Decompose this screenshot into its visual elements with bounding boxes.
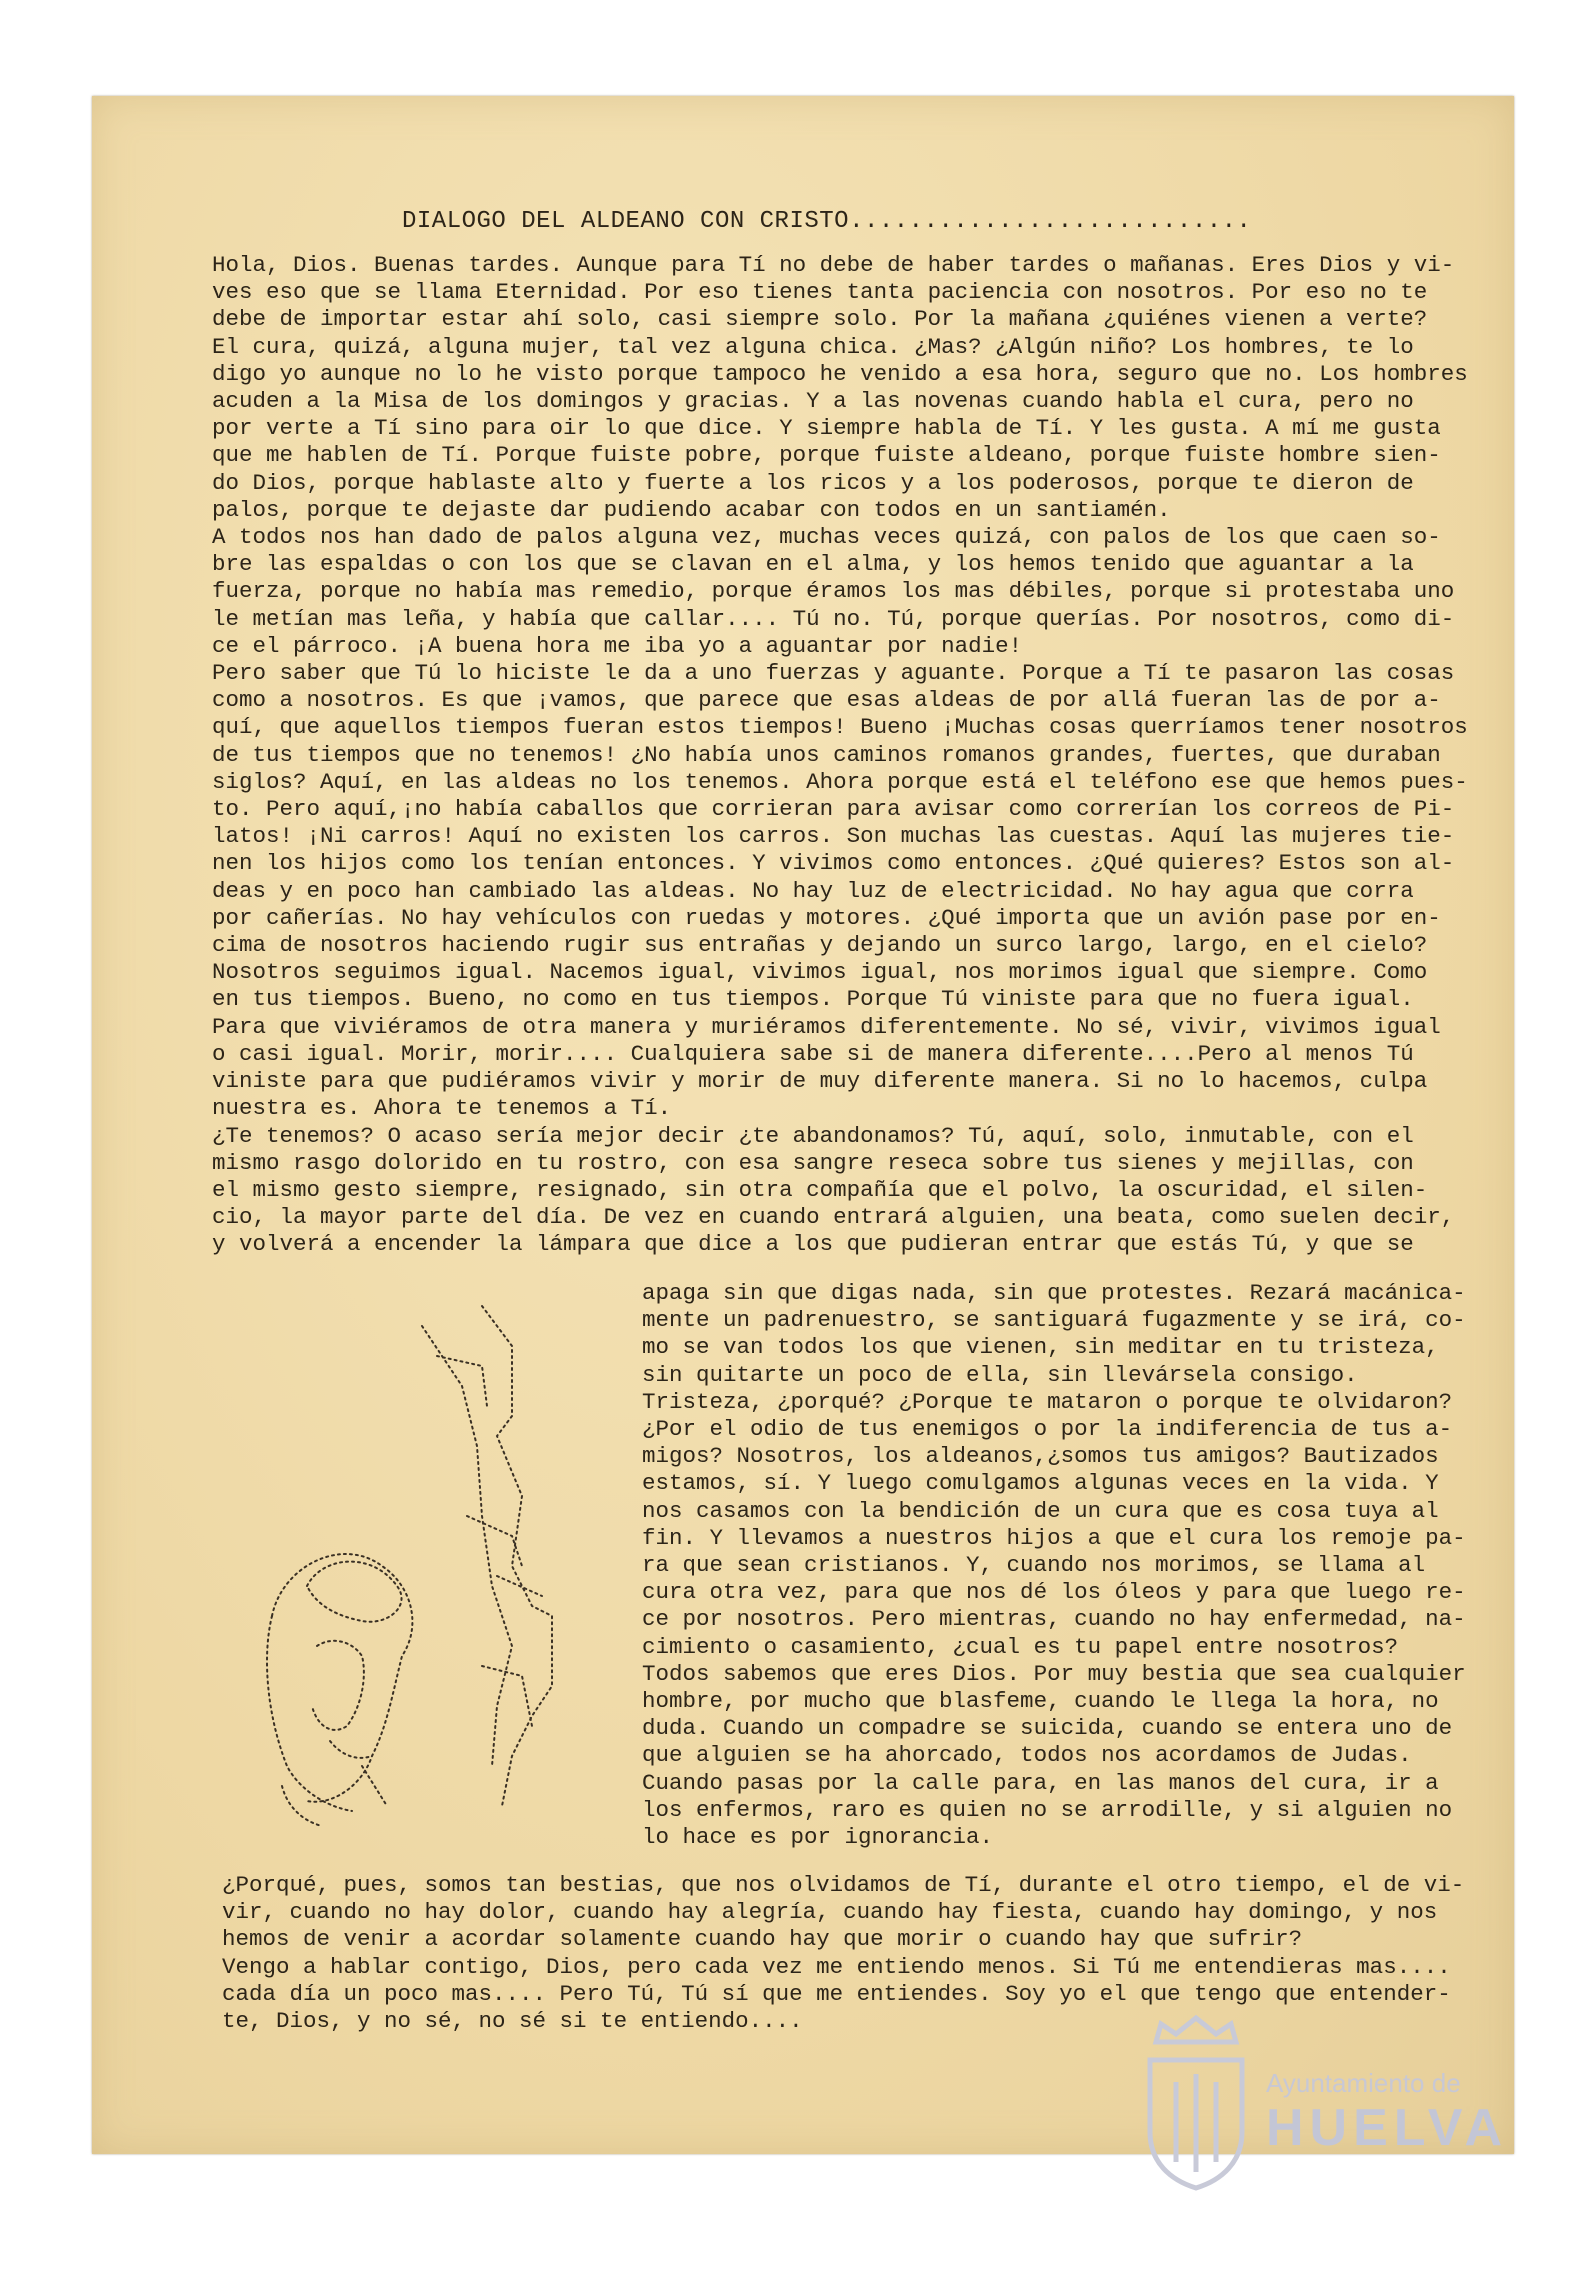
top-text-line: como a nosotros. Es que ¡vamos, que parece que esas aldeas de por allá fueran las de por a-: [212, 687, 1441, 714]
bottom-text-line: vir, cuando no hay dolor, cuando hay alegría, cuando hay fiesta, cuando hay domingo, y nos: [222, 1899, 1438, 1926]
top-text-line: nuestra es. Ahora te tenemos a Tí.: [212, 1095, 672, 1122]
side-text-line: ¿Por el odio de tus enemigos o por la indiferencia de tus a-: [642, 1416, 1453, 1443]
top-text-line: deas y en poco han cambiado las aldeas. No hay luz de electricidad. No hay agua que corra: [212, 877, 1414, 904]
text-block-top: [212, 252, 1512, 1259]
top-text-line: Para que viviéramos de otra manera y muriéramos diferentemente. No sé, vivir, vivimos igual: [212, 1013, 1441, 1040]
top-text-line: viniste para que pudiéramos vivir y morir de muy diferente manera. Si no lo hacemos, culpa: [212, 1068, 1428, 1095]
crucifix-sketch-icon: [212, 1286, 642, 1846]
watermark-line1: Ayuntamiento de: [1266, 2068, 1461, 2098]
side-text-line: ra que sean cristianos. Y, cuando nos morimos, se llama al: [642, 1552, 1426, 1579]
bottom-text-line: hemos de venir a acordar solamente cuando hay que morir o cuando hay que sufrir?: [222, 1926, 1303, 1953]
bottom-text-line: te, Dios, y no sé, no sé si te entiendo....: [222, 2008, 803, 2035]
side-text-line: migos? Nosotros, los aldeanos,¿somos tus amigos? Bautizados: [642, 1443, 1439, 1470]
text-block-bottom: [222, 1872, 1522, 2035]
side-text-line: que alguien se ha ahorcado, todos nos acordamos de Judas.: [642, 1742, 1412, 1769]
side-text-line: sin quitarte un poco de ella, sin llevársela consigo.: [642, 1361, 1358, 1388]
top-text-line: le metían mas leña, y había que callar.... Tú no. Tú, porque querías. Por nosotros, como di-: [212, 605, 1455, 632]
top-text-line: Hola, Dios. Buenas tardes. Aunque para Tí no debe de haber tardes o mañanas. Eres Dios y vi-: [212, 252, 1455, 278]
top-text-line: Pero saber que Tú lo hiciste le da a uno fuerzas y aguante. Porque a Tí te pasaron las cosas: [212, 660, 1455, 687]
top-text-line: y volverá a encender la lámpara que dice a los que pudieran entrar que estás Tú, y que se: [212, 1231, 1414, 1258]
top-text-line: ce el párroco. ¡A buena hora me iba yo a aguantar por nadie!: [212, 632, 1023, 659]
top-text-line: ¿Te tenemos? O acaso sería mejor decir ¿te abandonamos? Tú, aquí, solo, inmutable, con el: [212, 1122, 1414, 1149]
top-text-line: latos! ¡Ni carros! Aquí no existen los carros. Son muchas las cuestas. Aquí las mujeres tie-: [212, 823, 1455, 850]
top-text-line: ves eso que se llama Eternidad. Por eso tienes tanta paciencia con nosotros. Por eso no te: [212, 279, 1428, 306]
side-text-line: ce por nosotros. Pero mientras, cuando no hay enfermedad, na-: [642, 1606, 1466, 1633]
bottom-text-line: cada día un poco mas.... Pero Tú, Tú sí que me entiendes. Soy yo el que tengo que entender-: [222, 1980, 1451, 2007]
side-text-line: Tristeza, ¿porqué? ¿Porque te mataron o porque te olvidaron?: [642, 1388, 1453, 1415]
top-text-line: siglos? Aquí, en las aldeas no los tenemos. Ahora porque está el teléfono ese que hemos pues-: [212, 768, 1468, 795]
side-text-line: apaga sin que digas nada, sin que protestes. Rezará macánica-: [642, 1280, 1466, 1306]
top-text-line: acuden a la Misa de los domingos y gracias. Y a las novenas cuando habla el cura, pero no: [212, 388, 1414, 415]
bottom-text-line: ¿Porqué, pues, somos tan bestias, que nos olvidamos de Tí, durante el otro tiempo, el de vi-: [222, 1872, 1465, 1898]
top-text-line: mismo rasgo dolorido en tu rostro, con esa sangre reseca sobre tus sienes y mejillas, con: [212, 1149, 1414, 1176]
top-text-line: o casi igual. Morir, morir.... Cualquiera sabe si de manera diferente....Pero al menos Tú: [212, 1040, 1414, 1067]
city-crest-icon: [1136, 2012, 1256, 2192]
top-text-line: cio, la mayor parte del día. De vez en cuando entrará alguien, una beata, como suelen decir,: [212, 1204, 1455, 1231]
top-text-line: que me hablen de Tí. Porque fuiste pobre, porque fuiste aldeano, porque fuiste hombre sien-: [212, 442, 1441, 469]
top-text-line: nen los hijos como los tenían entonces. Y vivimos como entonces. ¿Qué quieres? Estos son al-: [212, 850, 1455, 877]
bottom-text-line: Vengo a hablar contigo, Dios, pero cada vez me entiendo menos. Si Tú me entendieras mas....: [222, 1953, 1451, 1980]
side-text-line: estamos, sí. Y luego comulgamos algunas veces en la vida. Y: [642, 1470, 1439, 1497]
top-text-line: Nosotros seguimos igual. Nacemos igual, vivimos igual, nos morimos igual que siempre. Como: [212, 959, 1428, 986]
top-text-line: cima de nosotros haciendo rugir sus entrañas y dejando un surco largo, largo, en el cielo?: [212, 932, 1428, 959]
watermark: [1136, 2012, 1516, 2192]
side-text-line: cura otra vez, para que nos dé los óleos y para que luego re-: [642, 1579, 1466, 1606]
top-text-line: bre las espaldas o con los que se clavan en el alma, y los hemos tenido que aguantar a la: [212, 551, 1414, 578]
side-text-line: mo se van todos los que vienen, sin meditar en tu tristeza,: [642, 1334, 1439, 1361]
top-text-line: digo yo aunque no lo he visto porque tampoco he venido a esa hora, seguro que no. Los hombres: [212, 360, 1468, 387]
top-text-line: A todos nos han dado de palos alguna vez, muchas veces quizá, con palos de los que caen so-: [212, 524, 1441, 551]
side-text-line: nos casamos con la bendición de un cura que es cosa tuya al: [642, 1497, 1439, 1524]
top-text-line: quí, que aquellos tiempos fueran estos tiempos! Bueno ¡Muchas cosas querríamos tener nosotros: [212, 714, 1468, 741]
top-text-line: en tus tiempos. Bueno, no como en tus tiempos. Porque Tú viniste para que no fuera igual.: [212, 986, 1414, 1013]
text-block-side: [642, 1280, 1502, 1851]
top-text-line: fuerza, porque no había mas remedio, porque éramos los mas débiles, porque si protestaba uno: [212, 578, 1455, 605]
side-text-line: duda. Cuando un compadre se suicida, cuando se entera uno de: [642, 1715, 1453, 1742]
top-text-line: por verte a Tí sino para oir lo que dice. Y siempre habla de Tí. Y les gusta. A mí me gusta: [212, 415, 1441, 442]
top-text-line: el mismo gesto siempre, resignado, sin otra compañía que el polvo, la oscuridad, el silen-: [212, 1176, 1428, 1203]
top-text-line: de tus tiempos que no tenemos! ¿No había unos caminos romanos grandes, fuertes, que duraban: [212, 741, 1441, 768]
top-text-line: palos, porque te dejaste dar pudiendo acabar con todos en un santiamén.: [212, 496, 1171, 523]
side-text-line: lo hace es por ignorancia.: [642, 1824, 994, 1851]
watermark-line2: HUELVA: [1266, 2099, 1509, 2157]
side-text-line: los enfermos, raro es quien no se arrodille, y si alguien no: [642, 1796, 1453, 1823]
side-text-line: fin. Y llevamos a nuestros hijos a que el cura los remoje pa-: [642, 1524, 1466, 1551]
top-text-line: debe de importar estar ahí solo, casi siempre solo. Por la mañana ¿quiénes vienen a verte?: [212, 306, 1428, 333]
top-text-line: El cura, quizá, alguna mujer, tal vez alguna chica. ¿Mas? ¿Algún niño? Los hombres, te lo: [212, 333, 1414, 360]
side-text-line: mente un padrenuestro, se santiguará fugazmente y se irá, co-: [642, 1307, 1466, 1334]
top-text-line: do Dios, porque hablaste alto y fuerte a los ricos y a los poderosos, porque te dieron de: [212, 469, 1414, 496]
top-text-line: to. Pero aquí,¡no había caballos que corrieran para avisar como correrían los correos de Pi-: [212, 796, 1455, 823]
document-title: DIALOGO DEL ALDEANO CON CRISTO...........................: [402, 208, 1252, 235]
side-text-line: Cuando pasas por la calle para, en las manos del cura, ir a: [642, 1769, 1439, 1796]
document-page: [92, 96, 1514, 2154]
side-text-line: Todos sabemos que eres Dios. Por muy bestia que sea cualquier: [642, 1660, 1466, 1687]
side-text-line: cimiento o casamiento, ¿cual es tu papel entre nosotros?: [642, 1633, 1399, 1660]
top-text-line: por cañerías. No hay vehículos con ruedas y motores. ¿Qué importa que un avión pase por en-: [212, 904, 1441, 931]
side-text-line: hombre, por mucho que blasfeme, cuando le llega la hora, no: [642, 1688, 1439, 1715]
